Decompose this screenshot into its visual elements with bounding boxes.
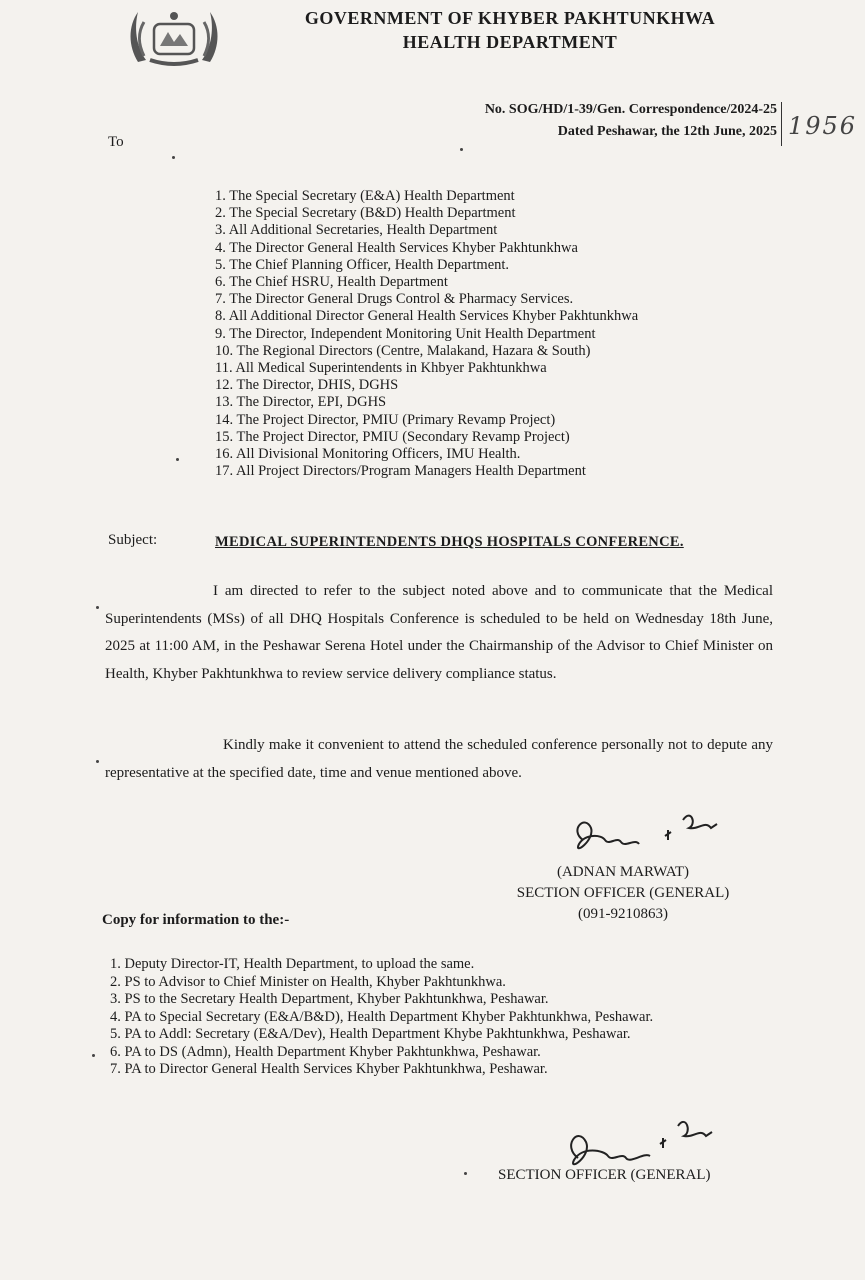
addressee-item: 10. The Regional Directors (Centre, Malakand, Hazara & South) <box>215 342 591 359</box>
body-paragraph-1: I am directed to refer to the subject noted above and to communicate that the Medical Superintendents (MSs) of all DHQ Hospitals Conference is scheduled to be held on Wednesday 18th June, 2025 at 11:00 AM, in the Peshawar Serena Hotel under the Chairmanship of the Advisor to Chief Minister on Health, Khyber Pakhtunkhwa to review service delivery compliance status. <box>105 583 773 682</box>
reference-date: Dated Peshawar, the 12th June, 2025 <box>557 124 777 139</box>
signatory-block <box>498 862 748 925</box>
copy-recipient-item: 7. PA to Director General Health Services Khyber Pakhtunkhwa, Peshawar. <box>110 1061 548 1077</box>
scan-speck <box>176 458 179 461</box>
addressee-item: 14. The Project Director, PMIU (Primary Revamp Project) <box>215 411 556 428</box>
copy-recipient-item: 3. PS to the Secretary Health Department, Khyber Pakhtunkhwa, Peshawar. <box>110 991 549 1007</box>
scan-speck <box>172 156 175 159</box>
copy-recipient-item: 6. PA to DS (Admn), Health Department Khyber Pakhtunkhwa, Peshawar. <box>110 1043 541 1060</box>
addressee-item: 8. All Additional Director General Health Services Khyber Pakhtunkhwa <box>215 308 639 325</box>
scan-speck <box>96 760 99 763</box>
addressee-item: 6. The Chief HSRU, Health Department <box>215 274 448 291</box>
body-paragraph-2: Kindly make it convenient to attend the scheduled conference personally not to depute any representative at the specified date, time and venue mentioned above. <box>105 737 773 781</box>
handwritten-signature-footer <box>560 1110 730 1174</box>
copy-recipient-item: 1. Deputy Director-IT, Health Department, to upload the same. <box>110 956 475 972</box>
scan-speck <box>96 606 99 609</box>
addressee-item: 17. All Project Directors/Program Managers Health Department <box>215 463 586 480</box>
addressee-item: 3. All Additional Secretaries, Health Department <box>215 222 498 239</box>
addressee-item: 11. All Medical Superintendents in Khbyer Pakhtunkhwa <box>215 360 547 377</box>
to-label: To <box>108 134 124 150</box>
scan-speck <box>464 1172 467 1175</box>
handwritten-signature <box>565 800 745 860</box>
header-line-government: GOVERNMENT OF KHYBER PAKHTUNKHWA <box>304 8 716 28</box>
addressee-list <box>215 188 638 480</box>
scan-speck <box>460 148 463 151</box>
scan-speck <box>92 1054 95 1057</box>
signatory-designation: SECTION OFFICER (GENERAL) <box>516 885 730 901</box>
copy-title: Copy for information to the:- <box>102 912 290 928</box>
copy-recipient-item: 5. PA to Addl: Secretary (E&A/Dev), Health Department Khybe Pakhtunkhwa, Peshawar. <box>110 1026 631 1042</box>
addressee-item: 2. The Special Secretary (B&D) Health Department <box>215 205 516 222</box>
addressee-item: 9. The Director, Independent Monitoring Unit Health Department <box>215 325 596 342</box>
subject-label: Subject: <box>108 532 158 548</box>
addressee-item: 15. The Project Director, PMIU (Secondary Revamp Project) <box>215 428 570 445</box>
reference-bracket <box>777 102 782 146</box>
addressee-item: 16. All Divisional Monitoring Officers, IMU Health. <box>215 446 521 463</box>
reference-number: No. SOG/HD/1-39/Gen. Correspondence/2024-25 <box>484 102 777 117</box>
addressee-item: 7. The Director General Drugs Control & Pharmacy Services. <box>215 291 574 308</box>
copy-recipient-item: 2. PS to Advisor to Chief Minister on Health, Khyber Pakhtunkhwa. <box>110 973 506 990</box>
subject-text: MEDICAL SUPERINTENDENTS DHQS HOSPITALS CONFERENCE. <box>215 534 684 550</box>
addressee-item: 5. The Chief Planning Officer, Health Department. <box>215 256 510 273</box>
signatory-phone: (091-9210863) <box>578 906 668 922</box>
addressee-item: 12. The Director, DHIS, DGHS <box>215 377 399 394</box>
signatory-name: (ADNAN MARWAT) <box>556 864 690 880</box>
government-emblem-logo <box>124 6 224 68</box>
footer-designation: SECTION OFFICER (GENERAL) <box>498 1167 711 1183</box>
header-line-department: HEALTH DEPARTMENT <box>402 32 618 52</box>
copy-recipient-item: 4. PA to Special Secretary (E&A/B&D), Health Department Khyber Pakhtunkhwa, Peshawar. <box>110 1008 654 1025</box>
copy-recipient-list <box>110 956 780 1079</box>
addressee-item: 13. The Director, EPI, DGHS <box>215 394 387 411</box>
addressee-item: 4. The Director General Health Services Khyber Pakhtunkhwa <box>215 239 578 256</box>
addressee-item: 1. The Special Secretary (E&A) Health Department <box>215 188 515 204</box>
handwritten-diary-number: 1956 <box>788 112 858 140</box>
